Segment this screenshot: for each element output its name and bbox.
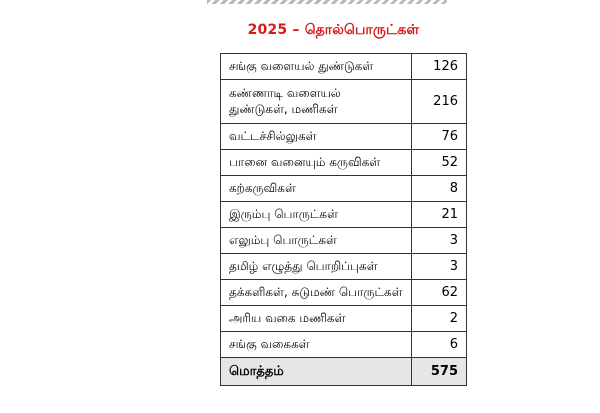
row-value: 216 <box>412 80 467 124</box>
table-row <box>221 306 467 332</box>
table-row <box>221 176 467 202</box>
row-name: சங்கு வகைகள் <box>221 332 412 358</box>
row-value: 8 <box>412 176 467 202</box>
row-value: 3 <box>412 228 467 254</box>
table-title: 2025 – தொல்பொருட்கள் <box>247 22 420 38</box>
total-row <box>221 358 467 386</box>
table-row <box>221 228 467 254</box>
row-name: எலும்பு பொருட்கள் <box>221 228 412 254</box>
row-value: 62 <box>412 280 467 306</box>
table-row <box>221 202 467 228</box>
table-row <box>221 150 467 176</box>
table-row <box>221 332 467 358</box>
row-value: 52 <box>412 150 467 176</box>
row-name: இரும்பு பொருட்கள் <box>221 202 412 228</box>
row-value: 3 <box>412 254 467 280</box>
table-row <box>221 80 467 124</box>
row-name: வட்டச்சில்லுகள் <box>221 124 412 150</box>
row-value: 76 <box>412 124 467 150</box>
total-label: மொத்தம் <box>221 358 412 386</box>
table-row <box>221 280 467 306</box>
artifacts-table <box>220 53 467 386</box>
row-name: தக்களிகள், சுடுமண் பொருட்கள் <box>221 280 412 306</box>
row-name: அரிய வகை மணிகள் <box>221 306 412 332</box>
table-row <box>221 124 467 150</box>
decorative-stripe <box>207 0 447 4</box>
total-value: 575 <box>412 358 467 386</box>
table-row <box>221 254 467 280</box>
row-name: சங்கு வளையல் துண்டுகள் <box>221 54 412 80</box>
row-name: பானை வனையும் கருவிகள் <box>221 150 412 176</box>
row-value: 6 <box>412 332 467 358</box>
row-name: கற்கருவிகள் <box>221 176 412 202</box>
row-value: 21 <box>412 202 467 228</box>
row-value: 2 <box>412 306 467 332</box>
table-row <box>221 54 467 80</box>
row-name: தமிழ் எழுத்து பொறிப்புகள் <box>221 254 412 280</box>
row-name: கண்ணாடி வளையல் துண்டுகள், மணிகள் <box>221 80 412 124</box>
row-value: 126 <box>412 54 467 80</box>
